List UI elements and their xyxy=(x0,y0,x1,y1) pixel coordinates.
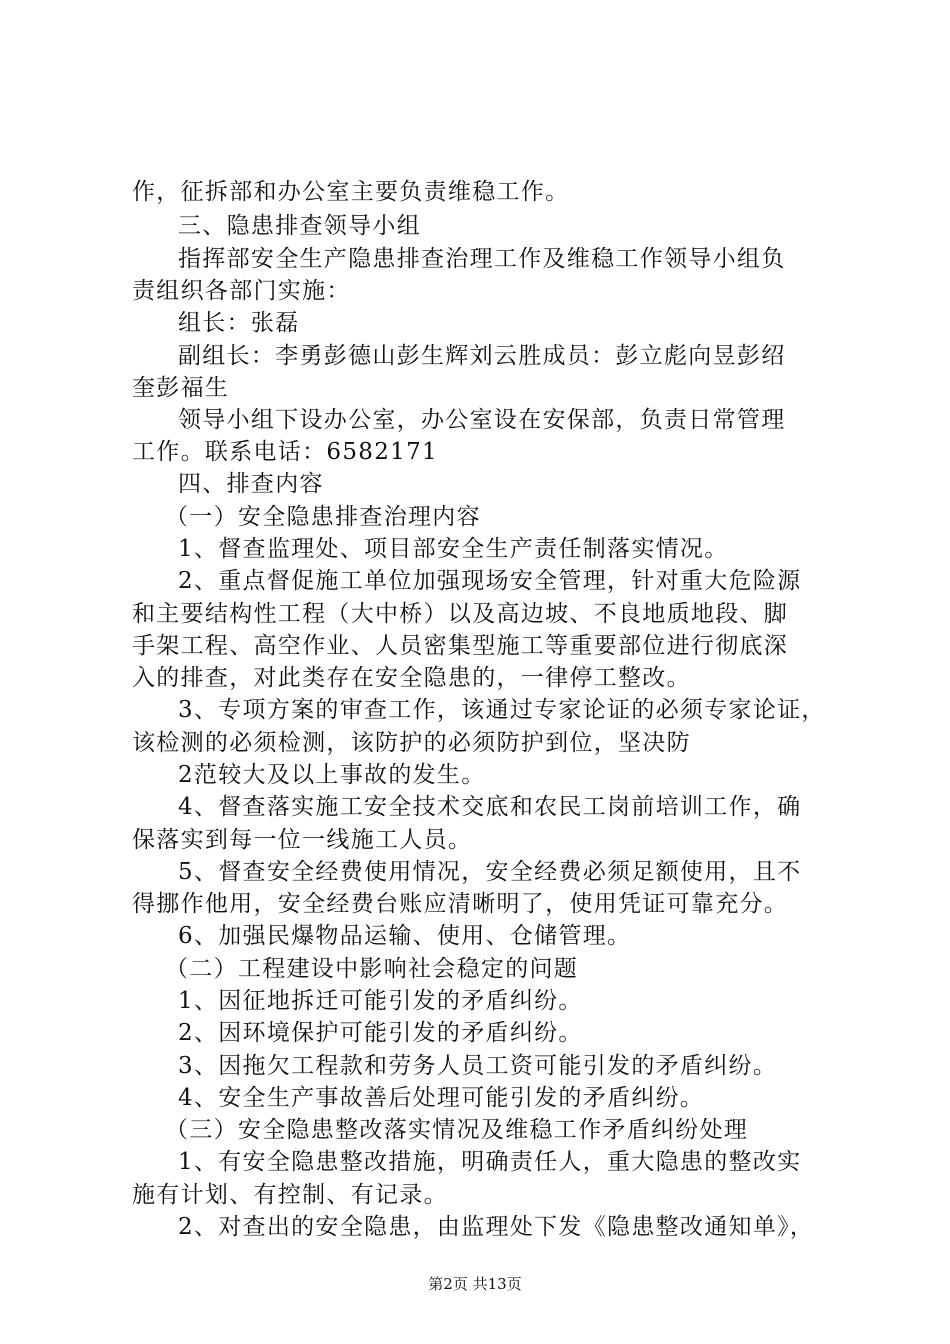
text-line: 3、因拖欠工程款和劳务人员工资可能引发的矛盾纠纷。 xyxy=(178,1053,778,1079)
text-line: 5、督查安全经费使用情况，安全经费必须足额使用，且不 xyxy=(178,859,802,885)
text-line: 4、安全生产事故善后处理可能引发的矛盾纠纷。 xyxy=(178,1085,705,1111)
text-line: 和主要结构性工程（大中桥）以及高边坡、不良地质地段、脚 xyxy=(132,601,789,627)
text-line: 2、因环境保护可能引发的矛盾纠纷。 xyxy=(178,1020,583,1046)
subsection-heading: （二）工程建设中影响社会稳定的问题 xyxy=(165,956,579,982)
subsection-heading: （三）安全隐患整改落实情况及维稳工作矛盾纠纷处理 xyxy=(165,1117,749,1143)
text-line: 奎彭福生 xyxy=(132,375,230,401)
page-number-footer: 第2页 共13页 xyxy=(428,1275,522,1293)
text-line: 组长：张磊 xyxy=(178,310,300,336)
section-heading: 四、排查内容 xyxy=(178,471,324,497)
text-line: 4、督查落实施工安全技术交底和农民工岗前培训工作，确 xyxy=(178,794,802,820)
text-line: 得挪作他用，安全经费台账应清晰明了，使用凭证可靠充分。 xyxy=(132,891,789,917)
subsection-heading: （一）安全隐患排查治理内容 xyxy=(165,504,481,530)
text-line: 该检测的必须检测，该防护的必须防护到位，坚决防 xyxy=(132,730,691,756)
text-line: 工作。联系电话：6582171 xyxy=(132,439,438,465)
text-line: 1、因征地拆迁可能引发的矛盾纠纷。 xyxy=(178,988,583,1014)
text-line: 领导小组下设办公室，办公室设在安保部，负责日常管理 xyxy=(178,407,786,433)
text-line: 副组长：李勇彭德山彭生辉刘云胜成员：彭立彪向昱彭绍 xyxy=(178,343,786,369)
text-line: 2范较大及以上事故的发生。 xyxy=(178,762,486,788)
text-line: 保落实到每一位一线施工人员。 xyxy=(132,827,473,853)
text-line: 指挥部安全生产隐患排查治理工作及维稳工作领导小组负 xyxy=(178,246,786,272)
section-heading: 三、隐患排查领导小组 xyxy=(178,213,421,239)
text-line: 3、专项方案的审查工作，该通过专家论证的必须专家论证， xyxy=(178,697,826,723)
text-line: 6、加强民爆物品运输、使用、仓储管理。 xyxy=(178,923,632,949)
text-line: 1、督查监理处、项目部安全生产责任制落实情况。 xyxy=(178,536,729,562)
text-line: 施有计划、有控制、有记录。 xyxy=(132,1182,448,1208)
text-line: 2、对查出的安全隐患，由监理处下发《隐患整改通知单》， xyxy=(178,1214,815,1240)
text-line: 责组织各部门实施： xyxy=(132,278,351,304)
text-line: 1、有安全隐患整改措施，明确责任人，重大隐患的整改实 xyxy=(178,1149,802,1175)
text-line: 入的排查，对此类存在安全隐患的，一律停工整改。 xyxy=(132,665,691,691)
text-line: 手架工程、高空作业、人员密集型施工等重要部位进行彻底深 xyxy=(132,633,789,659)
text-line: 2、重点督促施工单位加强现场安全管理，针对重大危险源 xyxy=(178,568,802,594)
text-line: 作，征拆部和办公室主要负责维稳工作。 xyxy=(132,179,570,205)
